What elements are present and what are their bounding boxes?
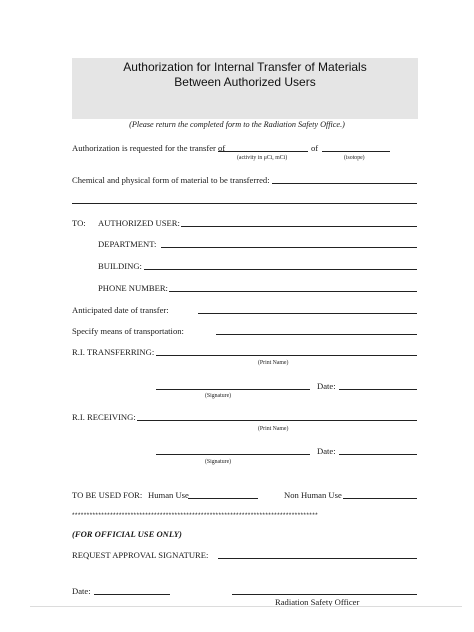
anticipated-date-field[interactable] bbox=[198, 313, 417, 314]
authorized-user-label: AUTHORIZED USER: bbox=[98, 218, 180, 228]
date-label-2: Date: bbox=[317, 446, 336, 456]
ri-transferring-signature-field[interactable] bbox=[156, 389, 310, 390]
human-use-label: Human Use bbox=[148, 490, 189, 500]
form-title-line-1: Authorization for Internal Transfer of Materials bbox=[123, 60, 367, 74]
to-be-used-for-label: TO BE USED FOR: bbox=[72, 490, 143, 500]
transport-means-field[interactable] bbox=[216, 334, 417, 335]
official-date-label: Date: bbox=[72, 586, 91, 596]
building-field[interactable] bbox=[144, 269, 417, 270]
department-field[interactable] bbox=[161, 247, 417, 248]
signature-hint-1: (Signature) bbox=[205, 393, 232, 399]
print-name-hint-1: (Print Name) bbox=[258, 360, 289, 366]
official-use-label: (FOR OFFICIAL USE ONLY) bbox=[72, 529, 182, 539]
ri-transferring-name-field[interactable] bbox=[156, 355, 417, 356]
department-label: DEPARTMENT: bbox=[98, 239, 157, 249]
transport-means-label: Specify means of transportation: bbox=[72, 326, 184, 336]
activity-field[interactable] bbox=[218, 151, 308, 152]
signature-hint-2: (Signature) bbox=[205, 459, 232, 465]
ri-receiving-signature-field[interactable] bbox=[156, 454, 310, 455]
ri-receiving-name-field[interactable] bbox=[137, 420, 417, 421]
phone-number-field[interactable] bbox=[169, 291, 417, 292]
non-human-use-field[interactable] bbox=[343, 498, 417, 499]
form-title-line-2: Between Authorized Users bbox=[174, 75, 316, 89]
chemical-form-field[interactable] bbox=[272, 183, 417, 184]
ri-receiving-label: R.I. RECEIVING: bbox=[72, 412, 136, 422]
print-name-hint-2: (Print Name) bbox=[258, 426, 289, 432]
rso-label: Radiation Safety Officer bbox=[275, 597, 360, 607]
activity-hint: (activity in μCi, mCi) bbox=[237, 155, 288, 161]
authorized-user-field[interactable] bbox=[181, 226, 417, 227]
authorization-label: Authorization is requested for the transfer of bbox=[72, 143, 226, 153]
ri-transferring-date-field[interactable] bbox=[339, 389, 417, 390]
ri-transferring-label: R.I. TRANSFERRING: bbox=[72, 347, 155, 357]
ri-receiving-date-field[interactable] bbox=[339, 454, 417, 455]
isotope-field[interactable] bbox=[322, 151, 390, 152]
official-separator: ************************************************************************************ bbox=[72, 512, 319, 519]
form-header bbox=[72, 58, 418, 119]
request-approval-signature-field[interactable] bbox=[218, 558, 417, 559]
isotope-hint: (isotope) bbox=[344, 155, 365, 161]
instruction-text: (Please return the completed form to the Radiation Safety Office.) bbox=[129, 120, 345, 129]
to-label: TO: bbox=[72, 218, 86, 228]
date-label-1: Date: bbox=[317, 381, 336, 391]
building-label: BUILDING: bbox=[98, 261, 142, 271]
chemical-form-label: Chemical and physical form of material to be transferred: bbox=[72, 175, 270, 185]
of-label: of bbox=[311, 143, 319, 153]
human-use-field[interactable] bbox=[188, 498, 258, 499]
non-human-use-label: Non Human Use bbox=[284, 490, 342, 500]
anticipated-date-label: Anticipated date of transfer: bbox=[72, 305, 169, 315]
chemical-form-field-2[interactable] bbox=[72, 203, 417, 204]
phone-number-label: PHONE NUMBER: bbox=[98, 283, 168, 293]
official-date-field[interactable] bbox=[94, 594, 170, 595]
page-bottom-divider bbox=[30, 606, 462, 607]
rso-signature-field[interactable] bbox=[232, 594, 417, 595]
request-approval-label: REQUEST APPROVAL SIGNATURE: bbox=[72, 550, 209, 560]
